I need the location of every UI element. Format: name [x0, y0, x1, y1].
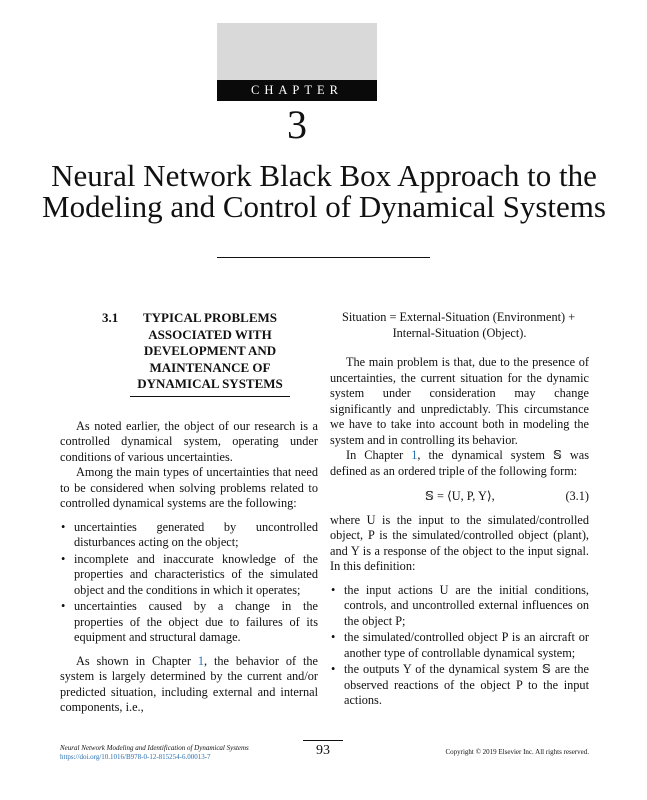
section-heading	[102, 310, 318, 393]
chapter-label: CHAPTER	[217, 80, 377, 101]
doi-link[interactable]: https://doi.org/10.1016/B978-0-12-815254-6.00013-7	[60, 753, 211, 761]
right-bullet-list	[330, 583, 589, 709]
list-item: • incomplete and inaccurate knowledge of the properties and characteristics of the simulated object and the conditions in which it operates;	[60, 552, 318, 599]
chapter-link[interactable]: 1	[197, 653, 205, 668]
list-item: • uncertainties generated by uncontrolled disturbances acting on the object;	[60, 520, 318, 551]
footer-citation	[60, 744, 249, 762]
copyright: Copyright © 2019 Elsevier Inc. All rights reserved.	[445, 748, 589, 756]
equation-3-1	[330, 489, 589, 505]
list-item: • the input actions U are the initial conditions, controls, and uncontrolled external influences on the object P;	[330, 583, 589, 630]
list-item: • the simulated/controlled object P is an aircraft or another type of controllable dynamical system;	[330, 630, 589, 661]
list-item: • uncertainties caused by a change in the properties of the object due to failures of its equipment and structural damage.	[60, 599, 318, 646]
right-paragraph-2: In Chapter 1, the dynamical system 𝕊 was defined as an ordered triple of the following form:	[330, 448, 589, 478]
chapter-number: 3	[287, 102, 307, 147]
situation-equation-line-1: Situation = External-Situation (Environment) +	[342, 310, 576, 324]
equation-body: 𝕊 = ⟨U, P, Y⟩,	[425, 489, 495, 503]
left-bullet-list	[60, 520, 318, 646]
left-paragraph-2: Among the main types of uncertainties that need to be considered when solving problems related to controlled dynamical systems are the following:	[60, 465, 318, 510]
right-paragraph-1: The main problem is that, due to the presence of uncertainties, the current situation for the dynamic system under consideration may change significantly and unpredictably. This circumstance we have to take into account both in modeling the system and in controlling its behavior.	[330, 355, 589, 447]
list-item: • the outputs Y of the dynamical system 𝕊 are the observed reactions of the object P to the input actions.	[330, 662, 589, 709]
left-column	[60, 310, 318, 716]
right-column	[330, 310, 589, 717]
page-number: 93	[316, 743, 330, 758]
equation-number: (3.1)	[565, 489, 589, 503]
footer-rule	[303, 740, 343, 741]
chapter-link[interactable]: 1	[411, 448, 418, 462]
section-title: TYPICAL PROBLEMS ASSOCIATED WITH DEVELOPMENT AND MAINTENANCE OF DYNAMICAL SYSTEMS	[137, 310, 283, 391]
chapter-banner-gray	[217, 23, 377, 80]
left-paragraph-3: As shown in Chapter 1, the behavior of the system is largely determined by the current and/or predicted situation, including external and internal components, i.e.,	[60, 653, 318, 714]
title-rule	[217, 257, 430, 258]
book-title: Neural Network Modeling and Identification of Dynamical Systems	[60, 744, 249, 752]
chapter-title: Neural Network Black Box Approach to the Modeling and Control of Dynamical Systems	[42, 158, 606, 224]
left-paragraph-1: As noted earlier, the object of our research is a controlled dynamical system, operating under conditions of various uncertainties.	[60, 418, 318, 464]
situation-equation-line-2: Internal-Situation (Object).	[392, 325, 527, 340]
right-paragraph-3: where U is the input to the simulated/controlled object, P is the simulated/controlled object (plant), and Y is a response of the object to the input signal. In this definition:	[330, 512, 589, 573]
section-number: 3.1	[102, 310, 119, 325]
